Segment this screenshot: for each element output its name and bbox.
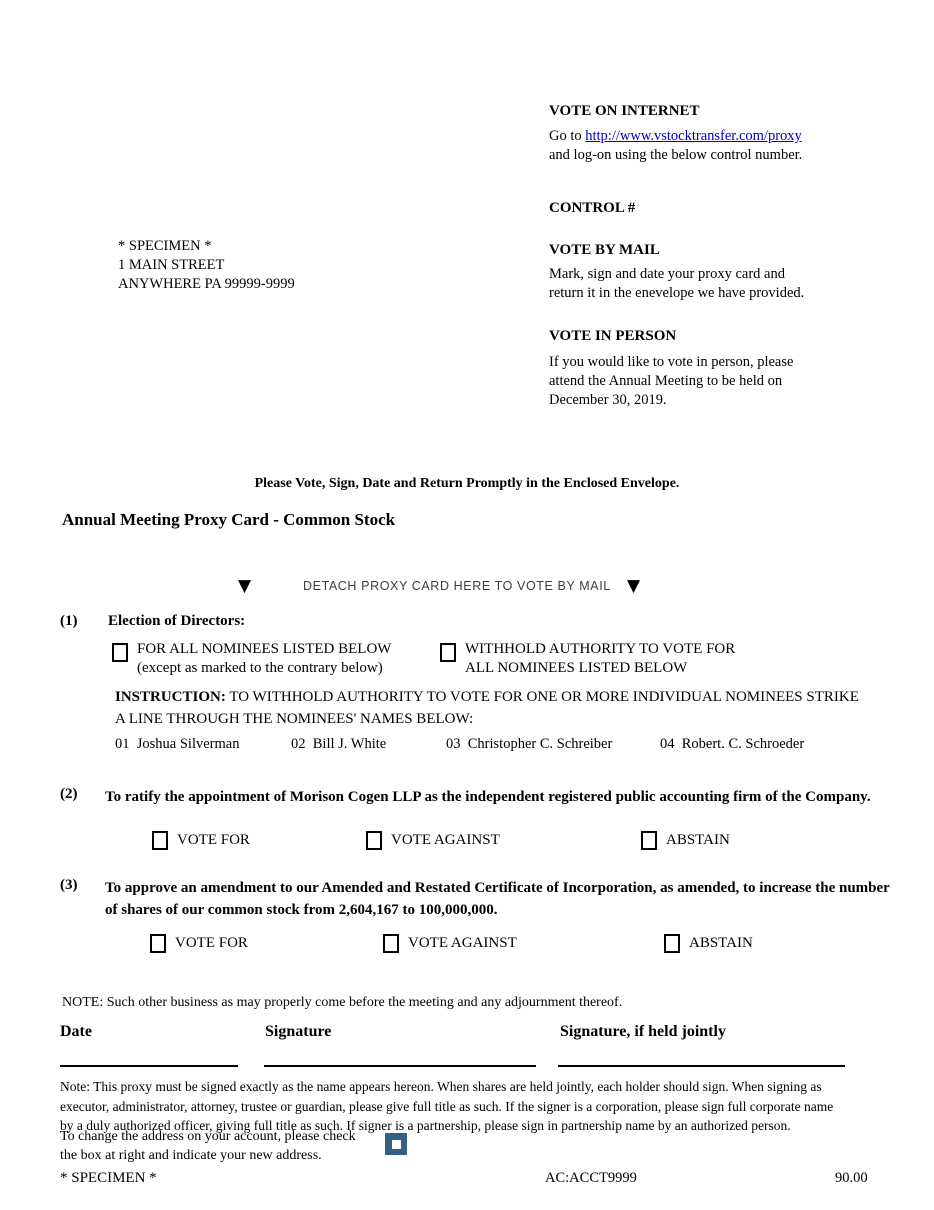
nominee-4-num: 04 <box>660 736 675 752</box>
date-label: Date <box>60 1023 92 1040</box>
address-line1: * SPECIMEN * <box>118 238 212 254</box>
address-line3: ANYWHERE PA 99999-9999 <box>118 276 295 292</box>
proposal3-abstain-checkbox[interactable] <box>664 934 680 953</box>
vote-person-line3: December 30, 2019. <box>549 392 667 408</box>
proposal1-number: (1) <box>60 613 78 629</box>
vote-mail-section <box>549 242 849 303</box>
footer-account-number: AC:ACCT9999 <box>545 1170 637 1186</box>
proposal3-vote-against-checkbox[interactable] <box>383 934 399 953</box>
nominee-4 <box>660 736 804 753</box>
address-change-text <box>60 1127 380 1165</box>
vote-mail-line1: Mark, sign and date your proxy card and <box>549 266 785 282</box>
vote-internet-line2: and log-on using the below control number. <box>549 147 803 163</box>
detach-row <box>0 576 934 600</box>
nominee-2 <box>291 736 386 753</box>
proposal2-vote-against-label: VOTE AGAINST <box>391 832 500 848</box>
nominee-3-name: Christopher C. Schreiber <box>467 736 613 752</box>
vote-person-line1: If you would like to vote in person, please <box>549 354 794 370</box>
signature-line[interactable] <box>264 1064 536 1067</box>
proposal3-vote-row <box>0 934 934 956</box>
vote-internet-section <box>549 103 849 165</box>
withhold-authority-label1: WITHHOLD AUTHORITY TO VOTE FOR <box>465 641 736 657</box>
detach-triangle-right-icon: ▼ <box>627 576 641 596</box>
vote-mail-line2: return it in the enevelope we have provided. <box>549 285 805 301</box>
proxy-vote-link[interactable]: http://www.vstocktransfer.com/proxy <box>585 128 802 144</box>
withhold-authority-checkbox[interactable] <box>440 643 456 662</box>
address-change-checkbox-inner <box>392 1140 401 1149</box>
joint-signature-line[interactable] <box>558 1064 845 1067</box>
page-title: Annual Meeting Proxy Card - Common Stock <box>62 510 396 529</box>
control-number-label: CONTROL # <box>549 200 636 216</box>
proposal3-vote-for-label: VOTE FOR <box>175 935 248 951</box>
address-line2: 1 MAIN STREET <box>118 257 225 273</box>
fine-print-line3: by a duly authorized officer, giving full title as such. If signer is a partnership, please sign in partnership name by an authorized person. <box>60 1118 791 1133</box>
return-promptly-banner: Please Vote, Sign, Date and Return Promptly in the Enclosed Envelope. <box>254 476 680 491</box>
nominee-1 <box>115 736 239 753</box>
proposal3-line2: of shares of our common stock from 2,604,167 to 100,000,000. <box>105 902 498 918</box>
proposal2-vote-for-label: VOTE FOR <box>177 832 250 848</box>
other-business-note: NOTE: Such other business as may properly come before the meeting and any adjournment thereof. <box>62 995 623 1010</box>
vote-person-title: VOTE IN PERSON <box>549 328 677 344</box>
proposal3-line1: To approve an amendment to our Amended and Restated Certificate of Incorporation, as amended, to increase the number <box>105 880 890 896</box>
address-change-line2: the box at right and indicate your new address. <box>60 1148 322 1163</box>
proposal3-text <box>105 877 925 921</box>
detach-instruction-label: DETACH PROXY CARD HERE TO VOTE BY MAIL <box>303 579 611 593</box>
proposal2-vote-against-checkbox[interactable] <box>366 831 382 850</box>
for-all-nominees-sublabel: (except as marked to the contrary below) <box>137 660 383 676</box>
proposal2-text: To ratify the appointment of Morison Cogen LLP as the independent registered public accounting firm of the Company. <box>105 789 871 805</box>
proposal2-abstain-checkbox[interactable] <box>641 831 657 850</box>
proposal3-vote-for-checkbox[interactable] <box>150 934 166 953</box>
signature-joint-label: Signature, if held jointly <box>560 1023 726 1040</box>
nominee-4-name: Robert. C. Schroeder <box>681 736 805 752</box>
proposal3-abstain-label: ABSTAIN <box>689 935 753 951</box>
address-change-line1: To change the address on your account, please check <box>60 1129 356 1144</box>
signature-label: Signature <box>265 1023 332 1040</box>
footer-specimen: * SPECIMEN * <box>60 1170 157 1186</box>
nominee-2-num: 02 <box>291 736 306 752</box>
option-for-all-nominees <box>112 640 432 678</box>
nominee-3-num: 03 <box>446 736 461 752</box>
vote-person-section <box>549 328 849 410</box>
vote-mail-title: VOTE BY MAIL <box>549 242 660 258</box>
for-all-nominees-label: FOR ALL NOMINEES LISTED BELOW <box>137 641 392 657</box>
for-all-nominees-checkbox[interactable] <box>112 643 128 662</box>
instruction-line1: TO WITHHOLD AUTHORITY TO VOTE FOR ONE OR MORE INDIVIDUAL NOMINEES STRIKE <box>225 689 859 705</box>
nominee-1-name: Joshua Silverman <box>136 736 240 752</box>
proposal3-number: (3) <box>60 877 78 893</box>
nominee-3 <box>446 736 612 753</box>
proposal2-vote-for-checkbox[interactable] <box>152 831 168 850</box>
fine-print-line2: executor, administrator, attorney, trustee or guardian, please give full title as such. If the signer is a corporation, please sign full corporate name <box>60 1098 834 1114</box>
proposal1-heading: Election of Directors: <box>108 613 246 629</box>
vote-person-line2: attend the Annual Meeting to be held on <box>549 373 783 389</box>
nominee-2-name: Bill J. White <box>312 736 387 752</box>
vote-internet-title: VOTE ON INTERNET <box>549 103 700 119</box>
instruction-line2: A LINE THROUGH THE NOMINEES' NAMES BELOW: <box>115 711 474 727</box>
proposal2-number: (2) <box>60 786 78 802</box>
detach-triangle-left-icon: ▼ <box>238 576 252 596</box>
date-signature-line[interactable] <box>60 1064 238 1067</box>
option-withhold-authority <box>440 640 770 678</box>
address-change-checkbox[interactable] <box>385 1133 407 1155</box>
nominee-1-num: 01 <box>115 736 130 752</box>
proposal3-vote-against-label: VOTE AGAINST <box>408 935 517 951</box>
instruction-label: INSTRUCTION: <box>115 689 226 705</box>
proposal2-abstain-label: ABSTAIN <box>666 832 730 848</box>
footer-amount: 90.00 <box>835 1170 868 1186</box>
withhold-authority-label2: ALL NOMINEES LISTED BELOW <box>465 660 688 676</box>
proposal2-vote-row <box>0 831 934 853</box>
instruction-paragraph <box>115 686 920 730</box>
vote-internet-goto: Go to <box>549 128 586 144</box>
shareholder-address-block <box>118 237 295 294</box>
fine-print-line1: Note: This proxy must be signed exactly as the name appears hereon. When shares are held jointly, each holder should sign. When signing as <box>60 1079 822 1094</box>
